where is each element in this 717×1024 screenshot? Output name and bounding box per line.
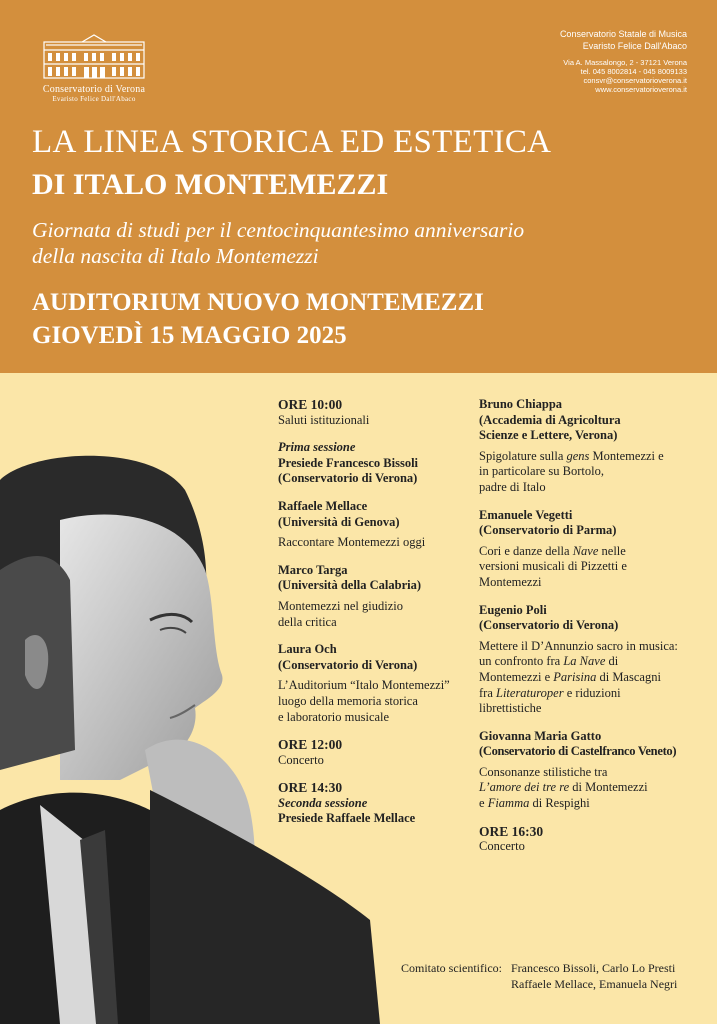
talk-title-line: della critica [278, 614, 337, 629]
phone: tel. 045 8002814 - 045 8009133 [580, 67, 687, 76]
speaker-institution: (Università di Genova) [278, 514, 400, 529]
building-facade-icon [42, 34, 146, 80]
logo-tagline: Evaristo Felice Dall'Abaco [52, 95, 136, 103]
website-link[interactable]: www.conservatorioverona.it [595, 85, 687, 94]
speaker-name: Laura Och [278, 642, 337, 657]
program-block [278, 737, 476, 768]
session-chair: Presiede Francesco Bissoli [278, 455, 419, 470]
talk-title-line: Spigolature sulla gens Montemezzi e [479, 448, 664, 463]
speaker-block [479, 729, 704, 812]
header-banner [0, 0, 717, 373]
talk-title: Raccontare Montemezzi oggi [278, 535, 426, 550]
speaker-block [479, 603, 704, 717]
logo-name: Conservatorio di Verona [42, 84, 146, 95]
talk-title-line: luogo della memoria storica [278, 693, 418, 708]
event-date: GIOVEDÌ 15 MAGGIO 2025 [32, 322, 347, 349]
talk-title-line: padre di Italo [479, 479, 546, 494]
speaker-institution: (Conservatorio di Verona) [278, 657, 418, 672]
speaker-block [278, 642, 476, 725]
subtitle-line2: della nascita di Italo Montemezzi [32, 244, 319, 268]
committee-line2: Raffaele Mellace, Emanuela Negri [511, 977, 678, 991]
speaker-name: Emanuele Vegetti [479, 507, 573, 522]
talk-title-line: Montemezzi e Parisina di Mascagni [479, 669, 661, 684]
program-text: Concerto [278, 752, 324, 767]
speaker-name: Marco Targa [278, 562, 348, 577]
conservatory-logo[interactable] [34, 34, 154, 104]
speaker-name: Bruno Chiappa [479, 397, 563, 411]
speaker-institution: (Conservatorio di Parma) [479, 523, 617, 538]
committee-line1: Francesco Bissoli, Carlo Lo Presti [511, 961, 676, 975]
program-column-right [479, 397, 704, 867]
time-label: ORE 12:00 [278, 737, 343, 753]
venue-date [32, 286, 484, 352]
time-label: ORE 14:30 [278, 780, 343, 796]
speaker-name: Eugenio Poli [479, 602, 547, 617]
talk-title-line: e Fiamma di Respighi [479, 796, 590, 811]
session-chair: Presiede Raffaele Mellace [278, 811, 416, 826]
subtitle [32, 217, 524, 269]
address: Via A. Massalongo, 2 - 37121 Verona [563, 58, 687, 67]
talk-title-line: L’amore dei tre re di Montemezzi [479, 780, 648, 795]
speaker-block [278, 499, 476, 551]
institution-line1: Conservatorio Statale di Musica [559, 29, 687, 39]
speaker-block [278, 563, 476, 630]
speaker-institution: (Accademia di Agricoltura [479, 412, 621, 427]
chair-institution: (Conservatorio di Verona) [278, 471, 418, 486]
program-text: Concerto [479, 839, 525, 854]
talk-title-line: Montemezzi nel giudizio [278, 598, 403, 613]
time-label: ORE 10:00 [278, 397, 343, 412]
speaker-name: Raffaele Mellace [278, 498, 368, 513]
talk-title-line: fra Literaturoper e riduzioni [479, 685, 621, 700]
speaker-institution: Scienze e Lettere, Verona) [479, 428, 618, 443]
program-column-left [278, 397, 476, 839]
session-block [278, 440, 476, 487]
subtitle-line1: Giornata di studi per il centocinquantesimo anniversario [32, 218, 525, 242]
program-block [479, 824, 704, 855]
title-line2: DI ITALO MONTEMEZZI [32, 168, 389, 201]
scientific-committee [401, 960, 677, 992]
institution-line2: Evaristo Felice Dall'Abaco [582, 41, 687, 51]
talk-title-line: un confronto fra La Nave di [479, 654, 619, 669]
talk-title-line: L’Auditorium “Italo Montemezzi” [278, 678, 450, 693]
session-block [278, 780, 476, 827]
talk-title-line: e laboratorio musicale [278, 709, 390, 724]
talk-title-line: versioni musicali di Pizzetti e [479, 559, 627, 574]
title-line1: LA LINEA STORICA ED ESTETICA [32, 124, 552, 160]
talk-title-line: in particolare su Bortolo, [479, 464, 604, 479]
speaker-name: Giovanna Maria Gatto [479, 728, 602, 743]
time-label: ORE 16:30 [479, 823, 544, 839]
talk-title-line: librettistiche [479, 701, 542, 716]
email-link[interactable]: consvr@conservatorioverona.it [583, 76, 687, 85]
session-title: Seconda sessione [278, 795, 368, 810]
contact-block [560, 28, 687, 94]
talk-title-line: Mettere il D’Annunzio sacro in musica: [479, 638, 678, 653]
speaker-institution: (Conservatorio di Castelfranco Veneto) [479, 744, 677, 759]
venue: AUDITORIUM NUOVO MONTEMEZZI [32, 289, 484, 316]
program-block [278, 397, 476, 428]
session-title: Prima sessione [278, 440, 356, 455]
committee-label: Comitato scientifico: [401, 961, 502, 975]
talk-title-line: Cori e danze della Nave nelle [479, 543, 626, 558]
speaker-institution: (Conservatorio di Verona) [479, 618, 619, 633]
talk-title-line: Consonanze stilistiche tra [479, 764, 608, 779]
speaker-block [479, 508, 704, 591]
speaker-block [479, 397, 704, 496]
speaker-institution: (Università della Calabria) [278, 578, 422, 593]
talk-title-line: Montemezzi [479, 574, 542, 589]
program-text: Saluti istituzionali [278, 412, 370, 427]
